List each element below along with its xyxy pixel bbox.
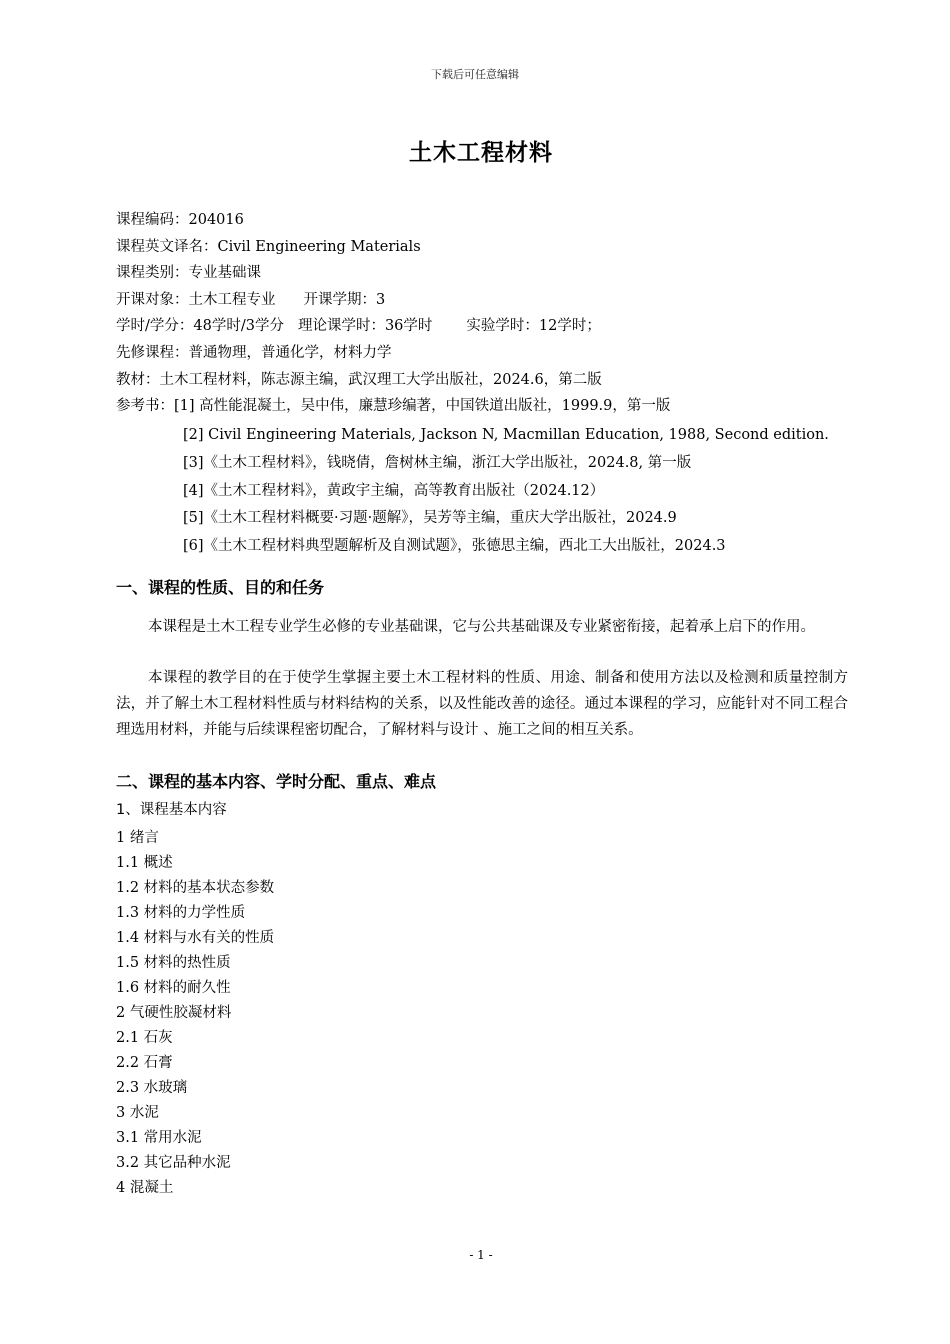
semester: 开课学期：3: [303, 291, 386, 308]
prerequisites: 先修课程：普通物理，普通化学，材料力学: [116, 344, 392, 361]
outline-item: 3.1 常用水泥: [116, 1130, 202, 1146]
outline-item: 1.1 概述: [116, 855, 173, 871]
lab-hours: 实验学时：12学时；: [466, 318, 601, 335]
outline-item: 2 气硬性胶凝材料: [116, 1005, 232, 1021]
textbook: 教材：土木工程材料，陈志源主编，武汉理工大学出版社，2024.6，第二版: [116, 371, 602, 388]
outline-item: 2.2 石膏: [116, 1055, 173, 1071]
outline-item: 1.4 材料与水有关的性质: [116, 930, 275, 946]
section2-subheading: 1、课程基本内容: [116, 802, 227, 818]
section1-heading: 一、课程的性质、目的和任务: [116, 578, 325, 597]
reference-list: [183, 424, 883, 563]
hours-credits: 学时/学分：48学时/3学分: [116, 318, 284, 335]
theory-hours: 理论课学时：36学时: [297, 318, 433, 335]
course-category: 课程类别：专业基础课: [116, 265, 261, 282]
outline-item: 3 水泥: [116, 1105, 159, 1121]
page-number: - 1 -: [469, 1248, 493, 1262]
outline-item: 1.2 材料的基本状态参数: [116, 880, 275, 896]
section1-para2: 本课程的教学目的在于使学生掌握主要土木工程材料的性质、用途、制备和使用方法以及检测和质量控制方法，并了解土木工程材料性质与材料结构的关系，以及性能改善的途径。通过本课程的学习，应能针对不同工程合理选用材料，并能与后续课程密切配合，了解材料与设计 、施工之间的相互关系。: [116, 670, 848, 738]
course-code: 课程编码：204016: [116, 212, 244, 228]
reference-item: [3]《土木工程材料》，钱晓倩，詹树林主编，浙江大学出版社，2024.8, 第一版: [183, 454, 692, 471]
english-name: 课程英文译名：Civil Engineering Materials: [116, 238, 421, 255]
outline-item: 1.3 材料的力学性质: [116, 905, 246, 921]
outline-item: 3.2 其它品种水泥: [116, 1155, 231, 1171]
content-outline: [116, 827, 274, 1202]
section2-heading: 二、课程的基本内容、学时分配、重点、难点: [116, 772, 437, 791]
outline-item: 2.1 石灰: [116, 1030, 173, 1046]
outline-item: 2.3 水玻璃: [116, 1080, 188, 1096]
reference-item: [6]《土木工程材料典型题解析及自测试题》，张德思主编，西北工大出版社，2024.3: [183, 538, 726, 555]
course-meta: [116, 209, 856, 422]
audience: 开课对象：土木工程专业: [116, 291, 276, 308]
outline-item: 1.6 材料的耐久性: [116, 980, 231, 996]
reference-item: [4]《土木工程材料》，黄政宇主编，高等教育出版社（2024.12）: [183, 482, 605, 499]
outline-item: 1 绪言: [116, 830, 159, 846]
references-label: 参考书：[1] 高性能混凝土，吴中伟，廉慧珍编著，中国铁道出版社，1999.9，第一版: [116, 398, 671, 415]
outline-item: 4 混凝土: [116, 1180, 174, 1196]
audience-semester-row: [116, 289, 856, 316]
reference-item: [2] Civil Engineering Materials, Jackson N, Macmillan Education, 1988, Second edition.: [183, 427, 829, 443]
section1-para1: 本课程是土木工程专业学生必修的专业基础课，它与公共基础课及专业紧密衔接，起着承上启下的作用。: [148, 619, 815, 635]
hours-row: [116, 315, 856, 342]
header-note: 下载后可任意编辑: [431, 68, 519, 81]
outline-item: 1.5 材料的热性质: [116, 955, 231, 971]
reference-item: [5]《土木工程材料概要·习题·题解》，吴芳等主编，重庆大学出版社，2024.9: [183, 510, 677, 527]
document-title: 土木工程材料: [409, 140, 553, 166]
